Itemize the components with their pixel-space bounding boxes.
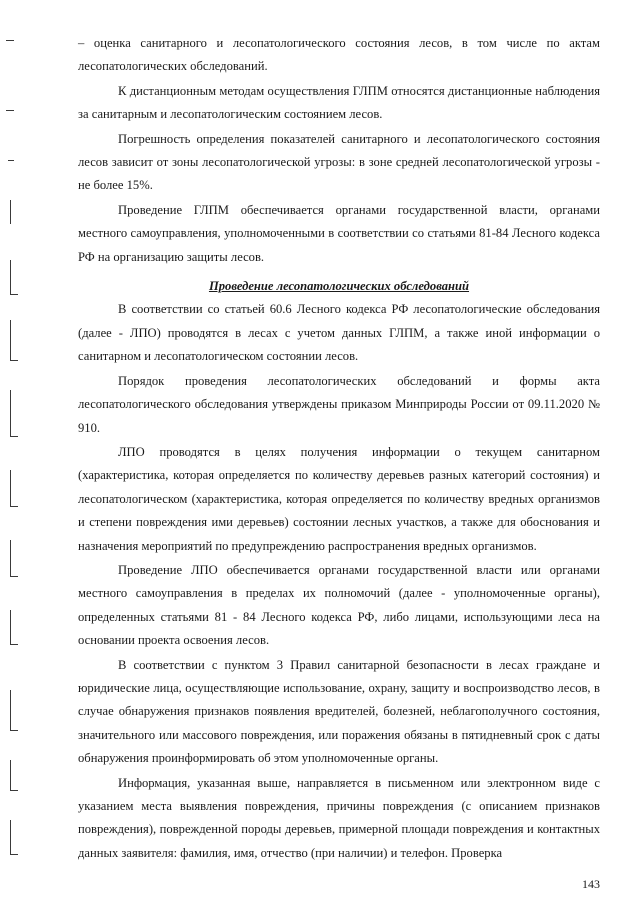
margin-mark bbox=[10, 360, 18, 361]
paragraph-lpo-definition: В соответствии со статьей 60.6 Лесного кодекса РФ лесопатологические обследования (далее - ЛПО) проводятся в лесах с учетом данных ГЛПМ, а также иной информации о санитарном и лесопатологическом состоянии лесов. bbox=[78, 302, 600, 364]
margin-mark bbox=[8, 160, 14, 161]
margin-mark bbox=[10, 390, 11, 436]
margin-mark bbox=[10, 506, 18, 507]
margin-mark bbox=[10, 200, 11, 224]
margin-mark bbox=[10, 470, 11, 506]
paragraph-lpo-purpose: ЛПО проводятся в целях получения информации о текущем санитарном (характеристика, которая определяется по количеству деревьев разных категорий состояния) и лесопатологическом (характеристика, которая определяется по количеству вредных организмов и степени повреждения ими деревьев) состоянии лесных участков, а также для обоснования и назначения мероприятий по предупреждению распространения вредных организмов. bbox=[78, 444, 600, 553]
margin-mark bbox=[10, 260, 11, 294]
paragraph-remote-methods: К дистанционным методам осуществления ГЛПМ относятся дистанционные наблюдения за санитарным и лесопатологическим состоянием лесов. bbox=[78, 83, 600, 122]
paragraph-glpm-provision: Проведение ГЛПМ обеспечивается органами государственной власти, органами местного самоуправления, уполномоченными в соответствии со статьями 81-84 Лесного кодекса РФ на организацию защиты лесов. bbox=[78, 202, 600, 264]
document-page bbox=[78, 32, 600, 865]
margin-mark bbox=[10, 730, 18, 731]
paragraph-sanitary-rules: В соответствии с пунктом 3 Правил санитарной безопасности в лесах граждане и юридические лица, осуществляющие использование, охрану, защиту и воспроизводство лесов, в случае обнаружения признаков появления вредителей, болезней, неблагополучного состояния, значительного или массового повреждения, или поражения обязаны в пятидневный срок с даты обнаружения проинформировать об этом уполномоченные органы. bbox=[78, 657, 600, 766]
paragraph-assessment: – оценка санитарного и лесопатологического состояния лесов, в том числе по актам лесопатологических обследований. bbox=[78, 36, 600, 74]
margin-mark bbox=[10, 760, 11, 790]
margin-mark bbox=[10, 820, 11, 854]
margin-mark bbox=[10, 320, 11, 360]
margin-mark bbox=[6, 110, 14, 111]
page-number: 143 bbox=[582, 877, 600, 891]
paragraph-lpo-order: Порядок проведения лесопатологических обследований и формы акта лесопатологического обследования утверждены приказом Минприроды России от 09.11.2020 № 910. bbox=[78, 373, 600, 435]
margin-mark bbox=[10, 576, 18, 577]
margin-mark bbox=[6, 40, 14, 41]
margin-mark bbox=[10, 790, 18, 791]
paragraph-lpo-provision: Проведение ЛПО обеспечивается органами государственной власти или органами местного самоуправления в пределах их полномочий (далее - уполномоченные органы), определенных статьями 81 - 84 Лесного кодекса РФ, либо лицами, использующими леса на основании проекта освоения лесов. bbox=[78, 562, 600, 648]
margin-mark bbox=[10, 540, 11, 576]
paragraph-information: Информация, указанная выше, направляется в письменном или электронном виде с указанием места выявления повреждения, причины повреждения (с описанием признаков повреждения), поврежденной породы деревьев, примерной площади повреждения и контактных данных заявителя: фамилия, имя, отчество (при наличии) и телефон. Проверка bbox=[78, 775, 600, 860]
section-heading: Проведение лесопатологических обследований bbox=[208, 279, 470, 294]
margin-mark bbox=[10, 854, 18, 855]
margin-mark bbox=[10, 294, 18, 295]
margin-mark bbox=[10, 610, 11, 644]
margin-mark bbox=[10, 644, 18, 645]
paragraph-error-margin: Погрешность определения показателей санитарного и лесопатологического состояния лесов зависит от зоны лесопатологической угрозы: в зоне средней лесопатологической угрозы - не более 15%. bbox=[78, 131, 600, 193]
binding-margin-marks bbox=[0, 0, 30, 905]
margin-mark bbox=[10, 690, 11, 730]
margin-mark bbox=[10, 436, 18, 437]
